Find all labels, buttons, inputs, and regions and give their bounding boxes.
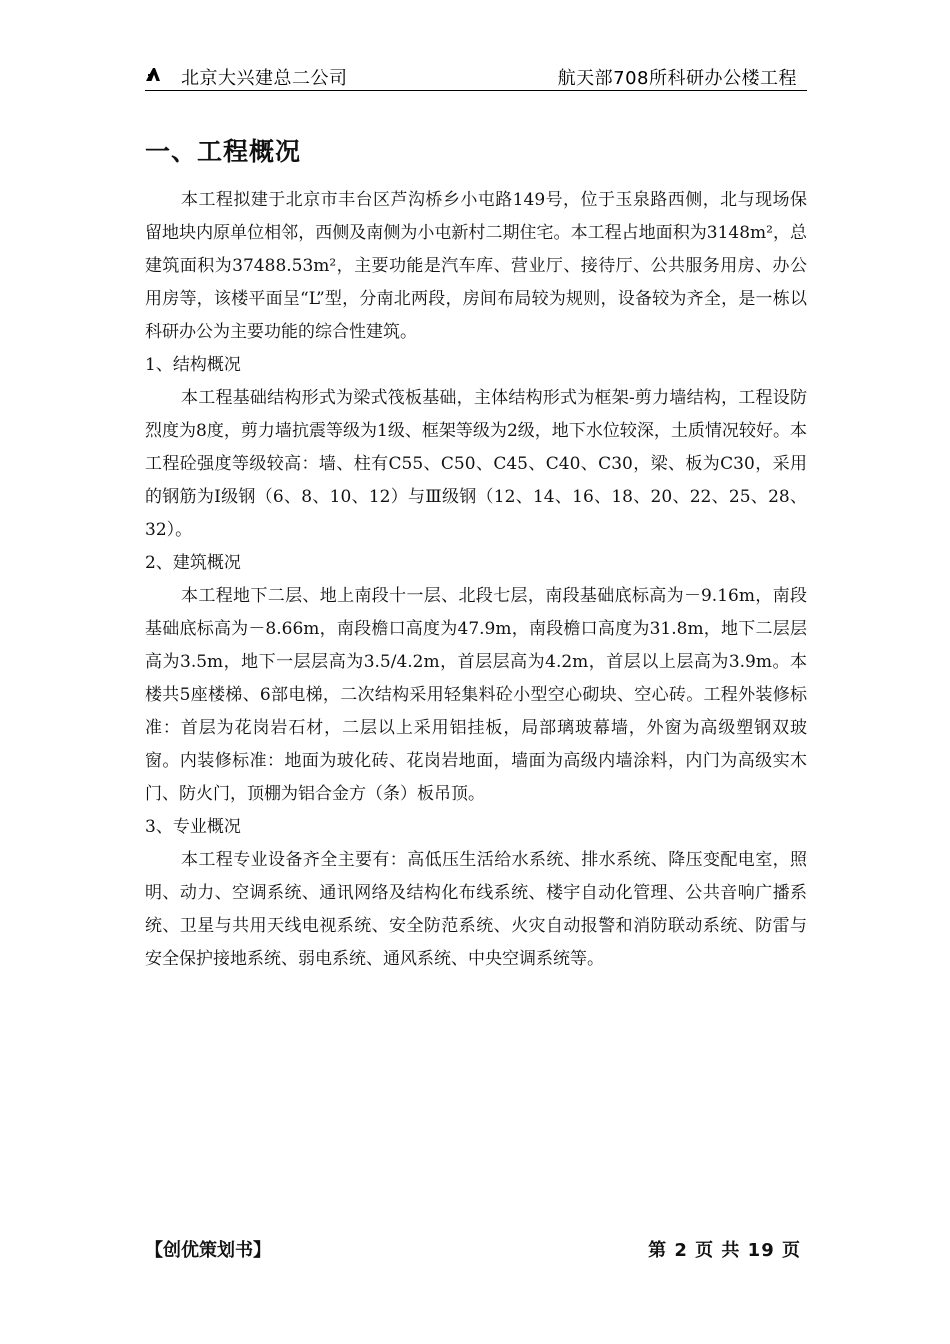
document-body — [145, 184, 807, 976]
project-name: 航天部708所科研办公楼工程 — [557, 68, 797, 89]
company-name: 北京大兴建总二公司 — [181, 68, 348, 89]
company-logo-icon — [145, 66, 161, 82]
page-header — [145, 64, 807, 91]
specialty-heading: 3、专业概况 — [145, 817, 241, 837]
specialty-paragraph: 本工程专业设备齐全主要有：高低压生活给水系统、排水系统、降压变配电室，照明、动力、空调系统、通讯网络及结构化布线系统、楼宇自动化管理、公共音响广播系统、卫星与共用天线电视系统、安全防范系统、火灾自动报警和消防联动系统、防雷与安全保护接地系统、弱电系统、通风系统、中央空调系统等。 — [145, 850, 807, 969]
page-title: 一、工程概况 — [145, 137, 302, 166]
structure-paragraph: 本工程基础结构形式为梁式筏板基础，主体结构形式为框架-剪力墙结构，工程设防烈度为8度，剪力墙抗震等级为1级、框架等级为2级，地下水位较深，土质情况较好。本工程砼强度等级较高：墙、柱有C55、C50、C45、C40、C30，梁、板为C30，采用的钢筋为Ⅰ级钢（6、8、10、12）与Ⅲ级钢（12、14、16、18、20、22、25、28、32）。 — [145, 388, 807, 540]
page-number: 第 2 页 共 19 页 — [648, 1240, 801, 1261]
intro-paragraph: 本工程拟建于北京市丰台区芦沟桥乡小屯路149号，位于玉泉路西侧，北与现场保留地块内原单位相邻，西侧及南侧为小屯新村二期住宅。本工程占地面积为3148m²，总建筑面积为37488.53m²，主要功能是汽车库、营业厅、接待厅、公共服务用房、办公用房等，该楼平面呈“L”型，分南北两段，房间布局较为规则，设备较为齐全，是一栋以科研办公为主要功能的综合性建筑。 — [145, 190, 807, 342]
page-footer — [145, 1236, 807, 1262]
architecture-paragraph: 本工程地下二层、地上南段十一层、北段七层，南段基础底标高为－9.16m，南段基础底标高为－8.66m，南段檐口高度为47.9m，南段檐口高度为31.8m，地下二层层高为3.5m，地下一层层高为3.5/4.2m，首层层高为4.2m，首层以上层高为3.9m。本楼共5座楼梯、6部电梯，二次结构采用轻集料砼小型空心砌块、空心砖。工程外装修标准：首层为花岗岩石材，二层以上采用铝挂板，局部璃玻幕墙，外窗为高级塑钢双玻窗。内装修标准：地面为玻化砖、花岗岩地面，墙面为高级内墙涂料，内门为高级实木门、防火门，顶棚为铝合金方（条）板吊顶。 — [145, 586, 807, 804]
architecture-heading: 2、建筑概况 — [145, 553, 241, 573]
structure-heading: 1、结构概况 — [145, 355, 241, 375]
document-name: 【创优策划书】 — [145, 1240, 271, 1261]
